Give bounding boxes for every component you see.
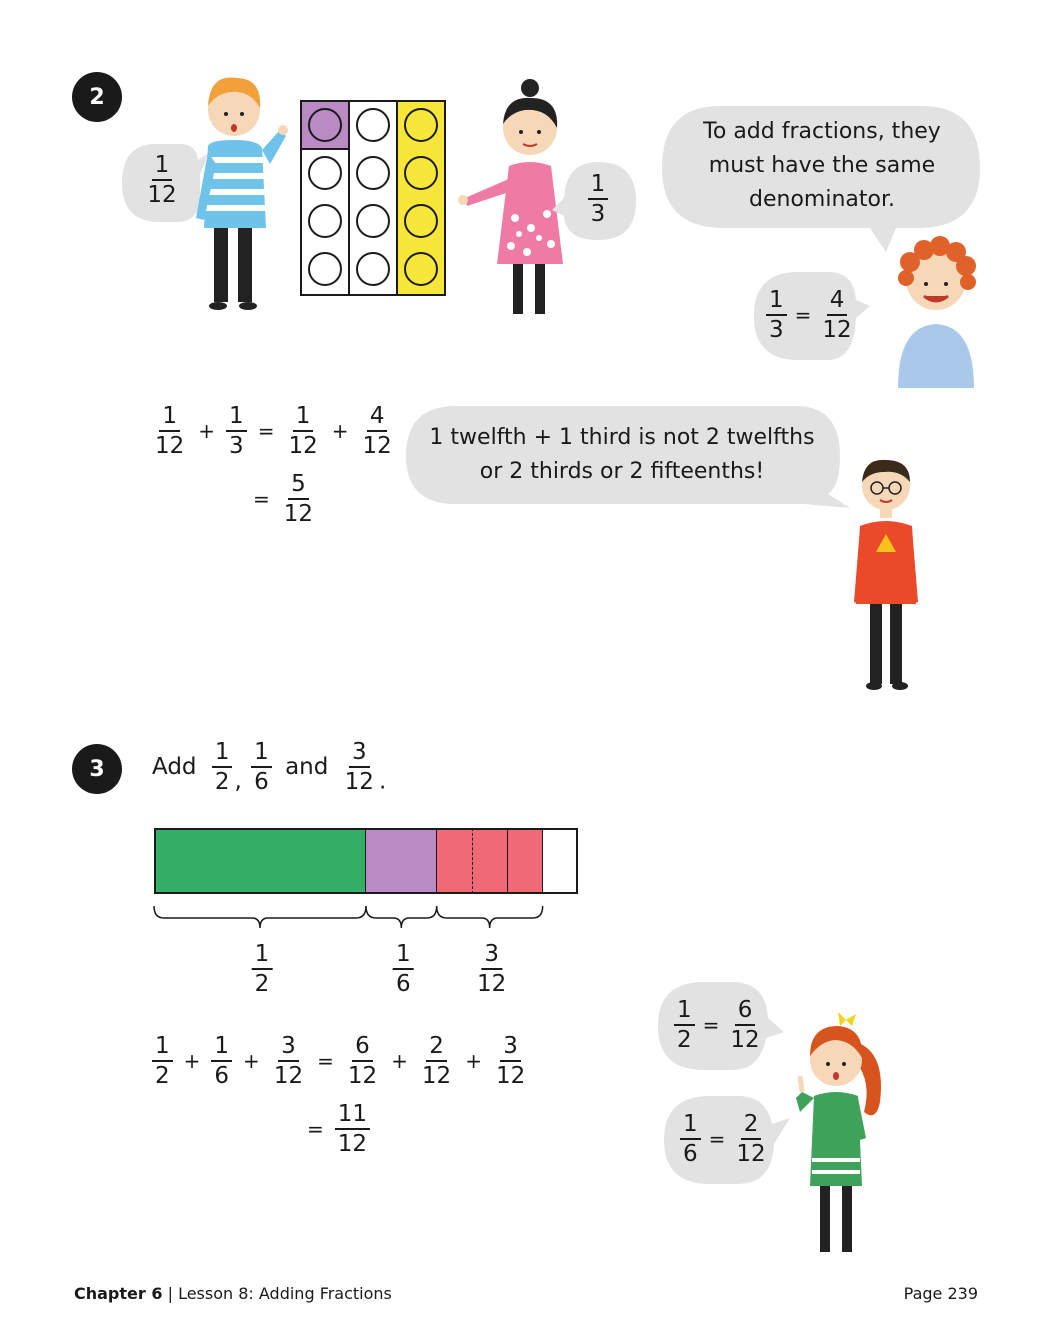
fraction: $\frac{1}{12}$ xyxy=(155,403,185,460)
operator: = xyxy=(253,487,270,512)
section2-equation-line2 xyxy=(244,472,318,526)
bar-segment-label: $\frac{1}{2}$ xyxy=(252,942,273,996)
fraction: $\frac{11}{12}$ xyxy=(335,1102,370,1156)
operator: = xyxy=(257,419,275,444)
bar-outline xyxy=(154,828,578,894)
section3-prompt: Add $\frac{1}{2}$ , $\frac{1}{6}$ and $\frac{3}{12}$ . xyxy=(152,739,387,796)
half-bubble-equation: $\frac{1}{2}$ = $\frac{6}{12}$ xyxy=(672,998,765,1052)
fraction-bar xyxy=(154,828,578,894)
fraction-bar-labels xyxy=(154,940,578,1004)
girl-character xyxy=(455,78,565,328)
bar-brace xyxy=(154,906,366,928)
fraction: $\frac{1}{6}$ xyxy=(211,1034,232,1088)
fraction: $\frac{2}{12}$ xyxy=(421,1033,452,1090)
fraction: $\frac{5}{12}$ xyxy=(283,471,314,528)
bar-segment-label: $\frac{3}{12}$ xyxy=(477,941,507,998)
operator: + xyxy=(243,1049,260,1074)
bar-brace xyxy=(366,906,437,928)
operator: + xyxy=(183,1049,201,1074)
counter-grid xyxy=(300,100,448,298)
operator: = xyxy=(317,1049,334,1074)
fraction: $\frac{6}{12}$ xyxy=(347,1033,378,1090)
glasses-bubble-text: 1 twelfth + 1 third is not 2 twelfths or 2 thirds or 2 fifteenths! xyxy=(429,424,815,484)
fraction: $\frac{4}{12}$ xyxy=(362,403,392,460)
footer-page-number: Page 239 xyxy=(903,1284,978,1303)
curly-bubble-equation: $\frac{1}{3}$ = $\frac{4}{12}$ xyxy=(764,288,857,342)
fraction: $\frac{1}{12}$ xyxy=(288,403,318,460)
question-number-3: 3 xyxy=(72,744,122,794)
operator: + xyxy=(465,1049,482,1074)
fraction-bar-braces xyxy=(150,900,590,940)
curly-boy-character xyxy=(888,232,984,388)
fraction: $\frac{3}{12}$ xyxy=(273,1033,304,1090)
bar-brace xyxy=(437,906,543,928)
boy-character xyxy=(190,68,300,318)
footer-lesson: Chapter 6 | Lesson 8: Adding Fractions xyxy=(74,1284,392,1303)
operator: + xyxy=(391,1049,408,1074)
boy-bubble-fraction: $\frac{1}{12}$ xyxy=(147,152,177,209)
operator: + xyxy=(198,419,216,444)
bar-segment-label: $\frac{1}{6}$ xyxy=(393,942,414,996)
fraction: $\frac{1}{2}$ xyxy=(152,1034,173,1088)
fraction: $\frac{3}{12}$ xyxy=(495,1033,526,1090)
section3-equation-line2 xyxy=(298,1102,372,1156)
question-number-2: 2 xyxy=(72,72,122,122)
operator: + xyxy=(331,419,349,444)
section3-equation-line1 xyxy=(150,1034,530,1088)
section2-equation-line1 xyxy=(150,404,397,458)
sixth-bubble-equation: $\frac{1}{6}$ = $\frac{2}{12}$ xyxy=(678,1112,771,1166)
girl-bubble-fraction: $\frac{1}{3}$ xyxy=(578,172,618,226)
operator: = xyxy=(307,1117,324,1142)
redhead-girl-character xyxy=(790,1012,890,1258)
glasses-boy-character xyxy=(850,452,922,694)
fraction: $\frac{1}{3}$ xyxy=(226,404,247,458)
rule-bubble-text: To add fractions, they must have the same denominator. xyxy=(703,118,941,213)
